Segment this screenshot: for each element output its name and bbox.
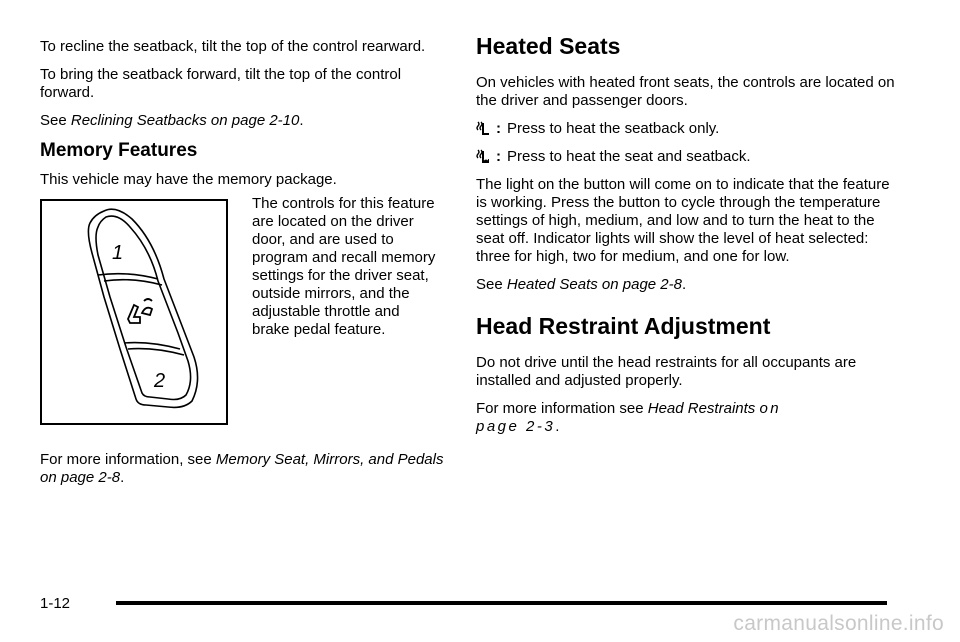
reclining-seatbacks-link[interactable]: Reclining Seatbacks on page 2-10	[70, 112, 300, 129]
on-text: on	[759, 400, 782, 417]
memory-description	[252, 195, 437, 339]
icon-colon: :	[496, 148, 501, 165]
page-ref-text: page 2-3	[476, 418, 556, 435]
head-restraint-reference	[476, 400, 896, 436]
right-column	[476, 33, 896, 446]
see-label: See	[476, 276, 507, 293]
switch-outline	[88, 209, 197, 407]
period: .	[299, 112, 304, 129]
seatback-heat-line	[476, 120, 896, 138]
seatback-heat-text: Press to heat the seatback only.	[507, 120, 720, 137]
head-restraint-warning: Do not drive until the head restraints for all occupants are installed and adjusted properly.	[476, 354, 857, 389]
seat-mirror-icon	[128, 299, 152, 323]
memory-button-1-label: 1	[112, 242, 124, 264]
divider-top-2	[104, 280, 162, 285]
switch-inner-outline	[96, 216, 191, 399]
heated-seats-link[interactable]: Heated Seats on page 2-8	[506, 276, 682, 293]
memory-seat-link[interactable]: Memory Seat, Mirrors, and Pedals on page 2-8	[40, 451, 444, 486]
period: .	[682, 276, 687, 293]
heated-seats-reference	[476, 276, 896, 294]
period: .	[555, 418, 560, 435]
indicator-light-text: The light on the button will come on to indicate that the feature is working. Press the button to cycle through the temperature settings of high, medium, and low and to turn the heat to the seat off. Indicator lights will show the level of heat selected: three for high, two for medium, and one for low.	[476, 176, 890, 265]
seatback-heat-icon	[476, 121, 490, 137]
icon-colon: :	[496, 120, 501, 137]
see-label: See	[40, 112, 71, 129]
recline-instruction: To recline the seatback, tilt the top of the control rearward.	[40, 38, 426, 55]
for-more-info-label: For more information see	[476, 400, 648, 417]
page-number: 1-12	[40, 595, 71, 612]
memory-features-heading: Memory Features	[40, 140, 198, 161]
memory-buttons-illustration	[40, 199, 228, 425]
watermark: carmanualsonline.info	[733, 612, 944, 635]
heated-seats-heading: Heated Seats	[476, 33, 621, 59]
memory-intro: This vehicle may have the memory package.	[40, 171, 337, 188]
left-column	[40, 38, 445, 497]
footer-rule	[116, 601, 887, 605]
memory-button-2-label: 2	[154, 370, 166, 392]
memory-description-text: The controls for this feature are located on the driver door, and are used to program and recall memory settings for the driver seat, outside mirrors, and the adjustable throttle and brake pedal feature.	[252, 195, 436, 338]
memory-figure-row	[40, 195, 445, 425]
head-restraint-heading: Head Restraint Adjustment	[476, 313, 771, 339]
divider-top	[98, 274, 158, 279]
head-restraints-link-text: Head Restraints	[647, 400, 760, 417]
heated-seats-intro: On vehicles with heated front seats, the controls are located on the driver and passenger doors.	[476, 74, 895, 109]
period: .	[120, 469, 125, 486]
recline-reference	[40, 112, 445, 130]
forward-instruction: To bring the seatback forward, tilt the top of the control forward.	[40, 66, 402, 101]
seat-seatback-heat-text: Press to heat the seat and seatback.	[507, 148, 751, 165]
divider-bottom-2	[128, 349, 184, 355]
seat-and-seatback-heat-icon	[476, 149, 490, 165]
seat-seatback-heat-line	[476, 148, 896, 166]
memory-reference	[40, 451, 445, 487]
for-more-info-label: For more information, see	[40, 451, 216, 468]
memory-switch-drawing	[42, 201, 226, 423]
